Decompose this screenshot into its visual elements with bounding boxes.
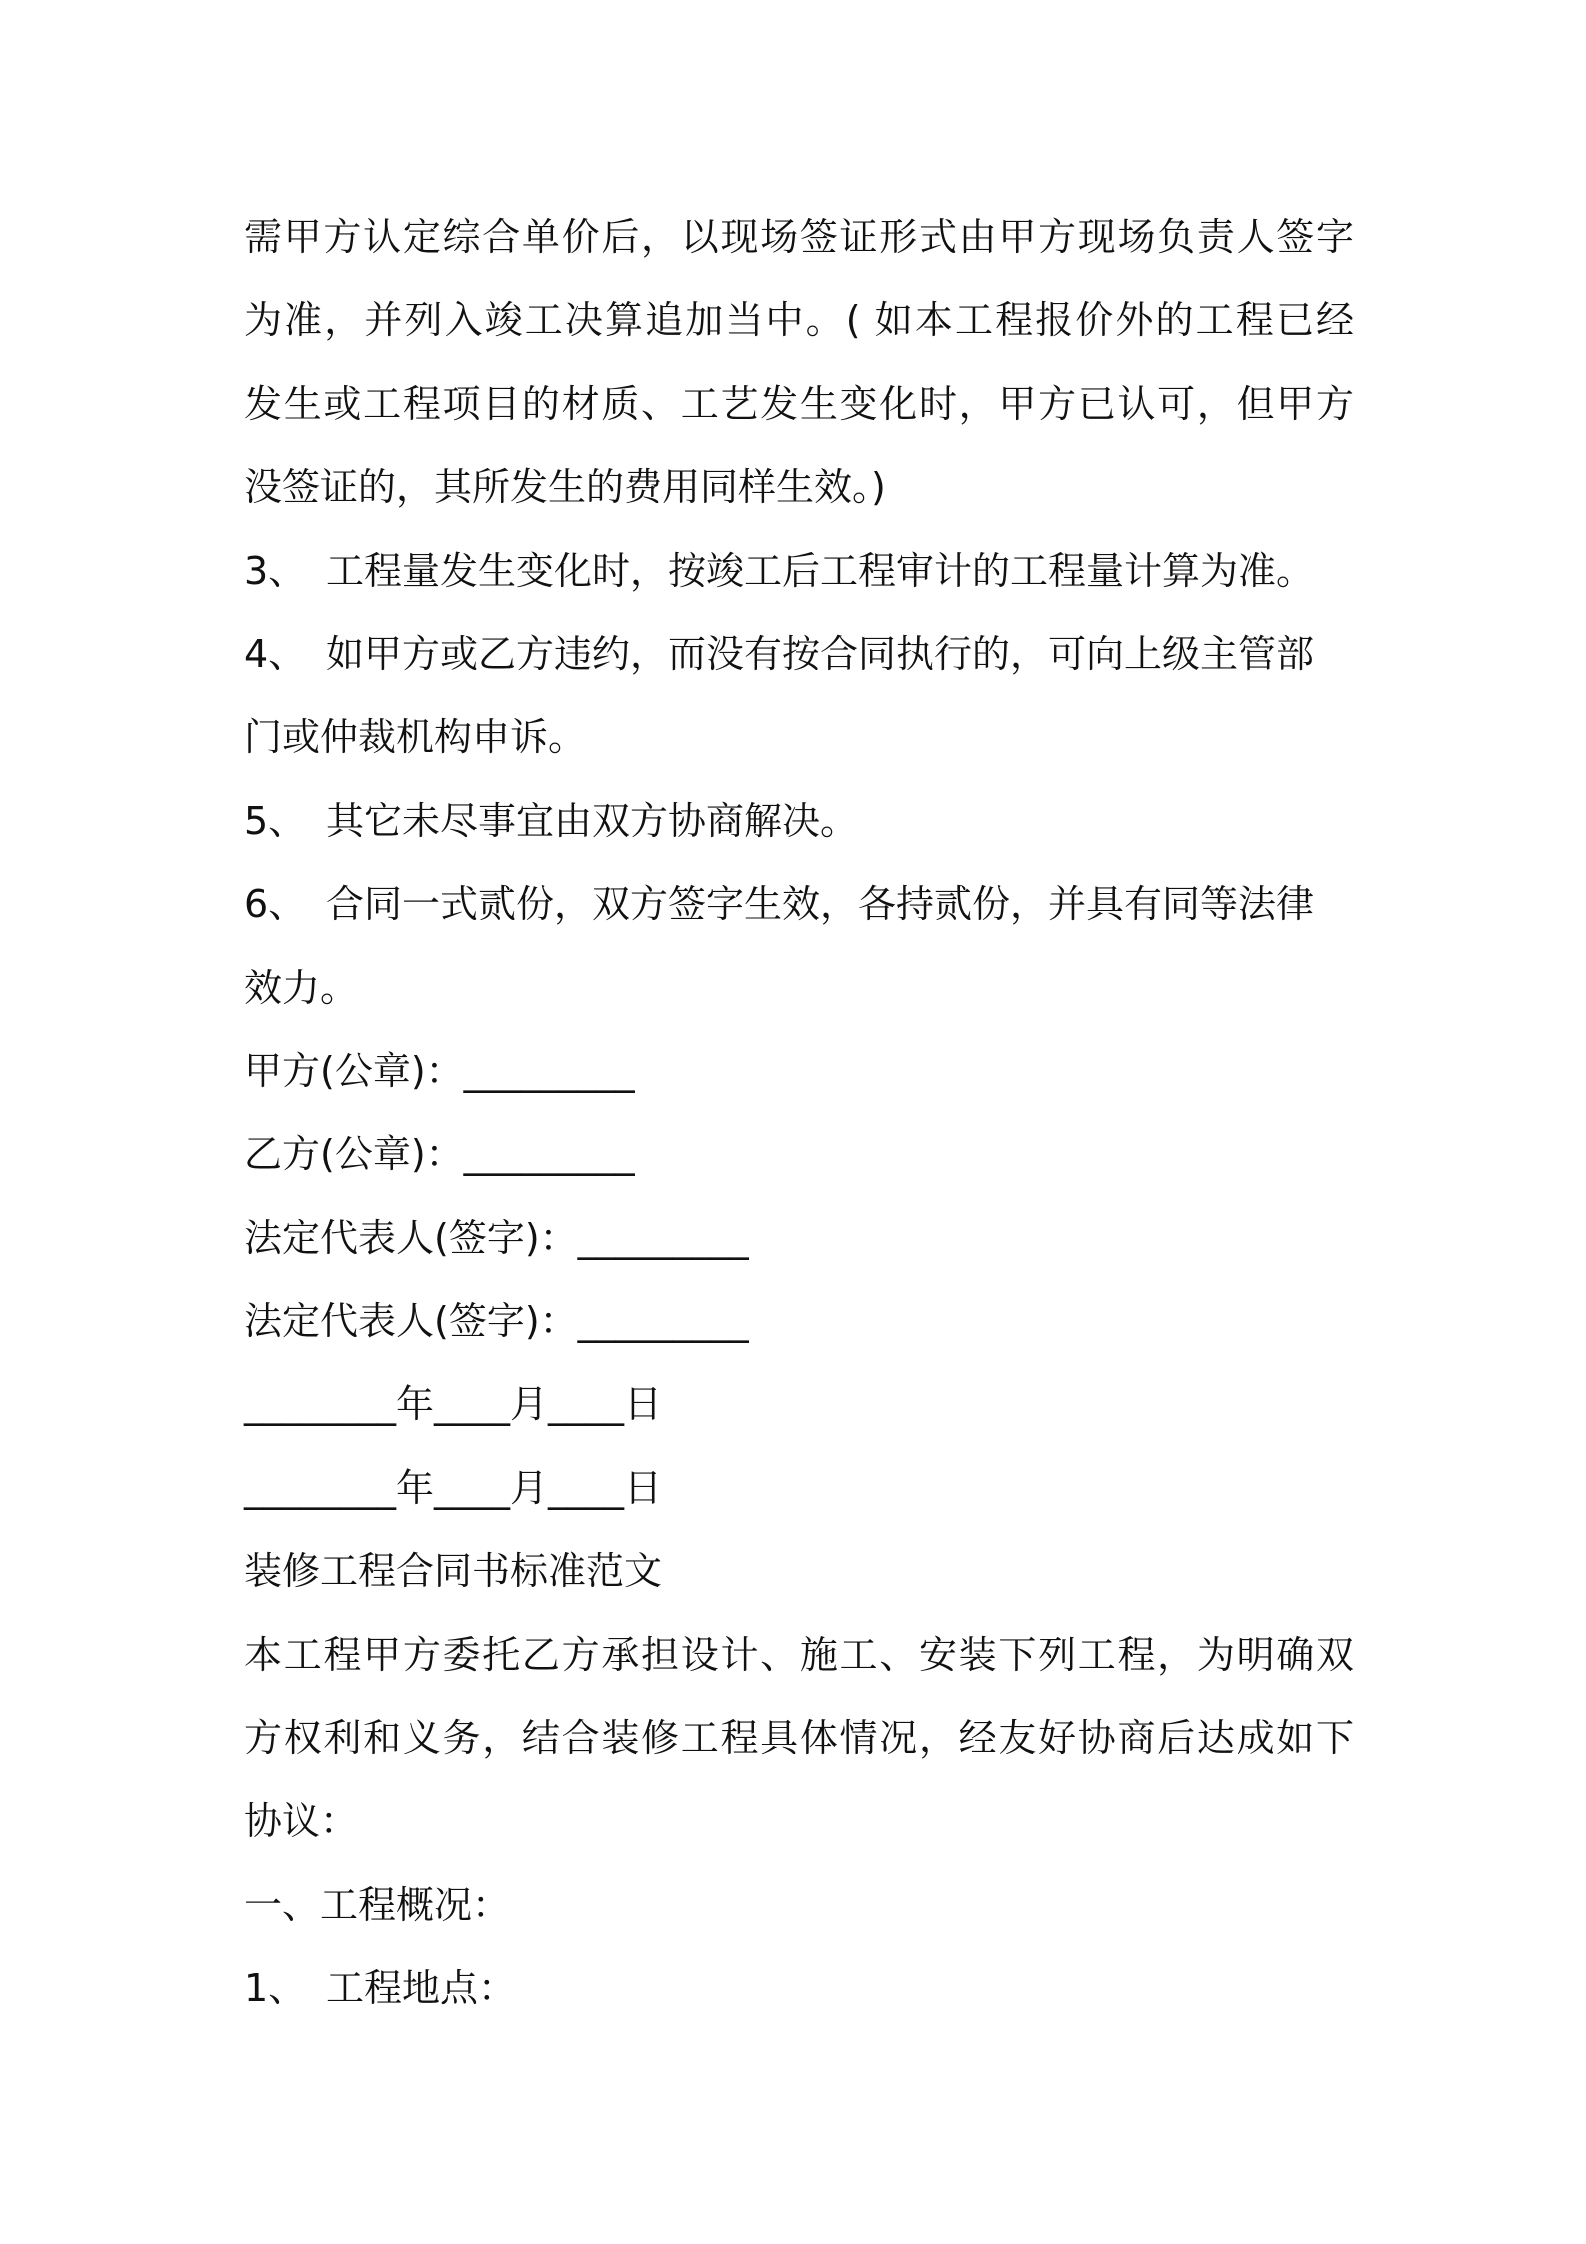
party-a-seal-line: 甲方(公章)：_________: [244, 1048, 635, 1093]
clause-number: 6、: [244, 882, 307, 927]
item-number: 1、: [244, 1966, 307, 2011]
item-1: [244, 1947, 1354, 2030]
date-line: ________年____月____日: [244, 1465, 663, 1510]
clause-number: 3、: [244, 548, 307, 593]
legal-rep-signature-line: 法定代表人(签字)：_________: [244, 1299, 749, 1344]
intro-line: 方权利和义务，结合装修工程具体情况，经友好协商后达成如下: [244, 1716, 1354, 1761]
document-body: [244, 196, 1354, 2031]
clause-number: 4、: [244, 631, 307, 676]
clause-text: 工程量发生变化时，按竣工后工程审计的工程量计算为准。: [326, 548, 1315, 593]
paragraph-line: 需甲方认定综合单价后，以现场签证形式由甲方现场负责人签字: [244, 215, 1354, 259]
paragraph-line: 没签证的，其所发生的费用同样生效。): [244, 465, 886, 510]
document-title: 装修工程合同书标准范文: [244, 1549, 663, 1594]
party-b-seal-line: 乙方(公章)：_________: [244, 1132, 635, 1177]
clause-text: 合同一式贰份，双方签字生效，各持贰份，并具有同等法律: [326, 882, 1315, 927]
clause-5: [244, 780, 1354, 863]
clause-6-continuation: 效力。: [244, 965, 359, 1010]
clause-text: 其它未尽事宜由双方协商解决。: [326, 798, 859, 843]
clause-4-continuation: 门或仲裁机构申诉。: [244, 715, 587, 760]
clause-text: 如甲方或乙方违约，而没有按合同执行的，可向上级主管部: [326, 631, 1315, 676]
section-heading: 一、工程概况：: [244, 1882, 511, 1927]
clause-number: 5、: [244, 798, 307, 843]
paragraph-line: 为准，并列入竣工决算追加当中。( 如本工程报价外的工程已经: [244, 298, 1354, 343]
paragraph-line: 发生或工程项目的材质、工艺发生变化时，甲方已认可，但甲方: [244, 381, 1354, 426]
intro-line: 协议：: [244, 1799, 359, 1844]
legal-rep-signature-line: 法定代表人(签字)：_________: [244, 1215, 749, 1260]
intro-line: 本工程甲方委托乙方承担设计、施工、安装下列工程，为明确双: [244, 1632, 1354, 1677]
clause-4: [244, 613, 1354, 696]
date-line: ________年____月____日: [244, 1382, 663, 1427]
item-text: 工程地点：: [326, 1966, 517, 2011]
clause-3: [244, 530, 1354, 613]
clause-6: [244, 863, 1354, 946]
